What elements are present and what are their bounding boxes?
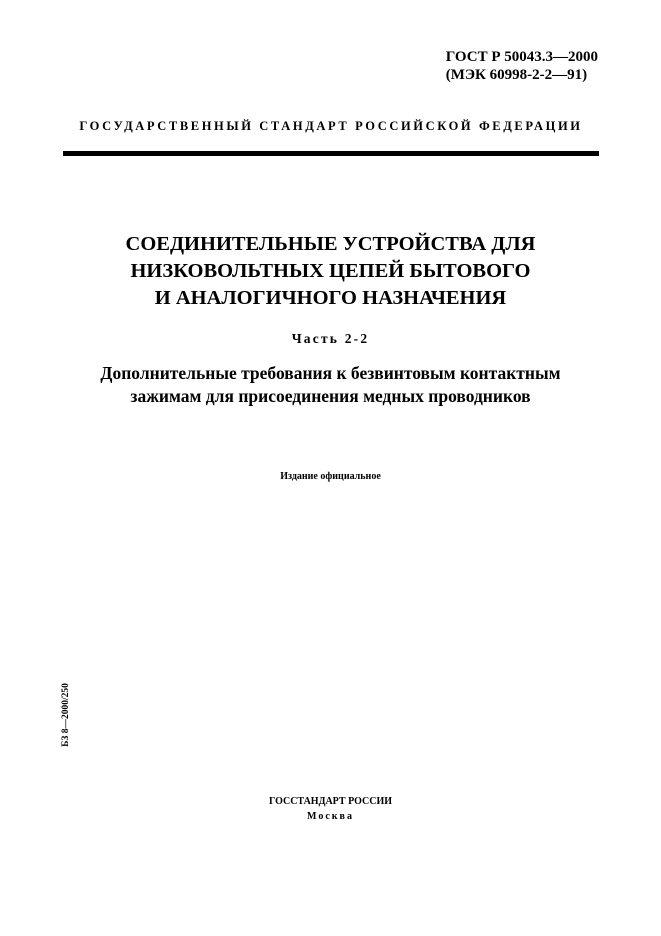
gost-number: ГОСТ Р 50043.3—2000 bbox=[445, 49, 598, 65]
publisher-city: Москва bbox=[307, 811, 354, 822]
part-number: Часть 2-2 bbox=[291, 331, 370, 346]
standard-designation bbox=[446, 48, 598, 84]
title-line-1: СОЕДИНИТЕЛЬНЫЕ УСТРОЙСТВА ДЛЯ bbox=[125, 233, 536, 255]
title-line-2: НИЗКОВОЛЬТНЫХ ЦЕПЕЙ БЫТОВОГО bbox=[130, 260, 531, 282]
subtitle-line-1: Дополнительные требования к безвинтовым контактным bbox=[100, 363, 561, 383]
subtitle-line-2: зажимам для присоединения медных проводников bbox=[130, 386, 531, 406]
iec-number: (МЭК 60998-2-2—91) bbox=[445, 67, 588, 83]
state-standard-heading: ГОСУДАРСТВЕННЫЙ СТАНДАРТ РОССИЙСКОЙ ФЕДЕРАЦИИ bbox=[79, 119, 583, 133]
side-code: БЗ 8—2000/250 bbox=[61, 683, 71, 747]
heading-rule bbox=[63, 151, 599, 156]
publisher-name: ГОССТАНДАРТ РОССИИ bbox=[268, 796, 393, 807]
document-subtitle bbox=[30, 362, 631, 408]
title-line-3: И АНАЛОГИЧНОГО НАЗНАЧЕНИЯ bbox=[154, 287, 507, 309]
official-edition-label: Издание официальное bbox=[280, 471, 381, 482]
document-title bbox=[40, 231, 621, 312]
publisher bbox=[40, 794, 621, 824]
